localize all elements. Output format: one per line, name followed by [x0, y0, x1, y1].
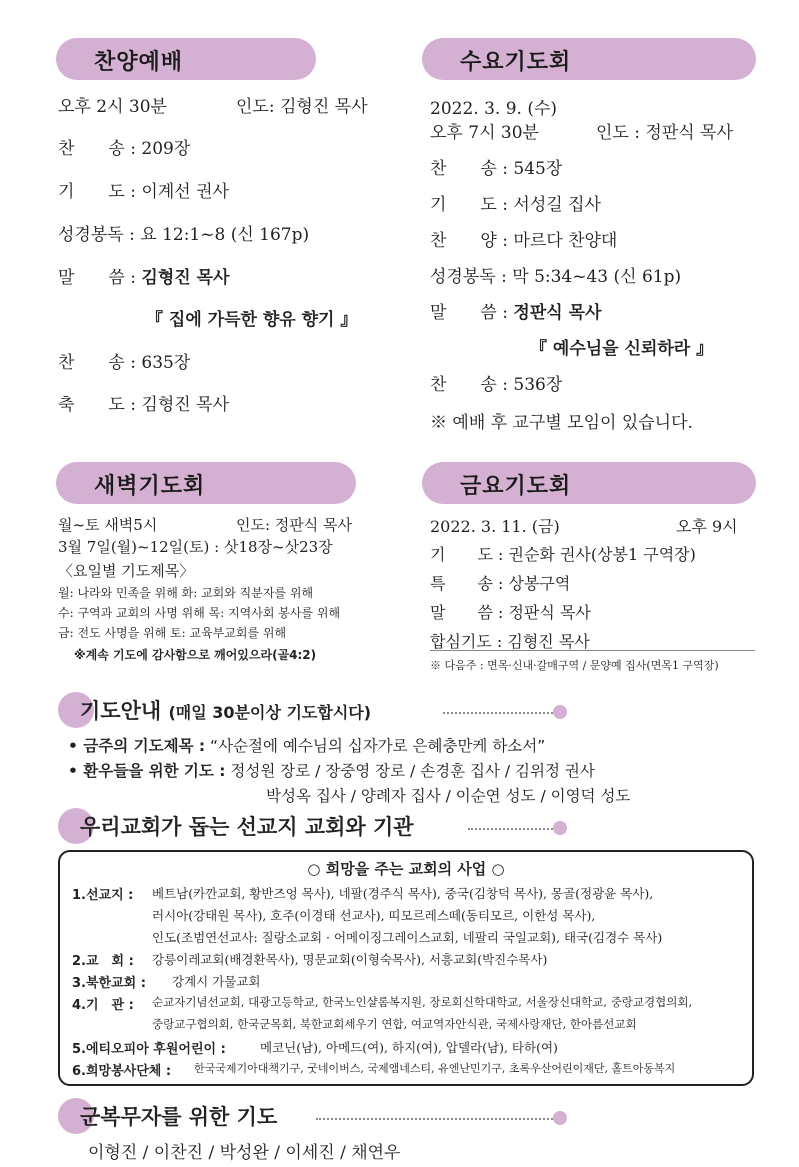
- dawn-range: 3월 7일(월)~12일(토) : 삿18장~삿23장: [58, 538, 333, 556]
- order-label: 합심기도: [430, 632, 492, 651]
- section-header-missions: [58, 808, 758, 844]
- mission-label: 4.기 관 :: [72, 998, 134, 1013]
- mission-line: 중랑교구협의회, 한국군목회, 북한교회세우기 연합, 여교역자안식관, 국제사랑재단, 한아름선교회: [152, 1017, 637, 1031]
- order-item: 말 씀 : 김형진 목사: [58, 268, 230, 288]
- section-title: 금요기도회: [460, 474, 572, 499]
- order-item: 찬 송 : 209장: [58, 139, 191, 159]
- sermon-title: [146, 305, 357, 330]
- dawn-leader: 인도: 정판식 목사: [236, 516, 353, 534]
- order-item: 기 도 : 서성길 집사: [430, 195, 601, 215]
- order-item: 성경봉독 : 막 5:34~43 (신 61p): [430, 267, 682, 287]
- order-value: 막 5:34~43 (신 61p): [512, 267, 682, 287]
- service-leader: 인도: 김형진 목사: [236, 97, 368, 117]
- dawn-days: 월~토 새벽5시: [58, 516, 158, 534]
- section-title: 우리교회가 돕는 선교지 교회와 기관: [80, 815, 414, 839]
- order-label: 성경봉독: [58, 225, 124, 245]
- section-header-military: [58, 1098, 758, 1134]
- prayer-title: 기도안내: [80, 699, 162, 723]
- order-value: 545장: [513, 159, 563, 179]
- mission-row: [72, 1038, 226, 1057]
- order-item: 말 씀 : 정판식 목사: [430, 603, 591, 622]
- mission-label: 5.에티오피아 후원어린이 :: [72, 1042, 226, 1057]
- order-label: 기 도: [430, 545, 493, 564]
- weekly-prayer: [68, 734, 545, 756]
- missions-box: [58, 850, 754, 1086]
- order-item: 찬 송 : 536장: [430, 375, 563, 395]
- dawn-topic: 금: 전도 사명을 위해 토: 교육부교회를 위해: [58, 626, 287, 640]
- friday-divider: [430, 650, 755, 651]
- mission-line: 순교자기념선교회, 대광고등학교, 한국노인샬롬복지원, 장로회신학대학교, 서울장신대학교, 중랑교경협의회,: [152, 995, 693, 1009]
- order-item: 찬 송 : 635장: [58, 353, 191, 373]
- order-item: 기 도 : 권순화 권사(상봉1 구역장): [430, 545, 696, 564]
- section-title: 수요기도회: [460, 50, 572, 75]
- order-label: 말 씀: [430, 603, 493, 622]
- order-label: 찬 송: [430, 375, 497, 395]
- order-label: 특 송: [430, 574, 493, 593]
- prayer-subtitle: (매일 30분이상 기도합시다): [168, 703, 372, 722]
- order-value: 김형진 목사: [507, 632, 590, 651]
- leader-end-dot: [553, 821, 567, 835]
- mission-line: 한국국제기아대책기구, 굿네이버스, 국제앰네스티, 유엔난민기구, 초록우산어린이재단, 홀트아동복지: [194, 1062, 676, 1075]
- order-label: 말 씀: [58, 268, 125, 288]
- service-time: 오후 9시: [676, 517, 738, 536]
- service-date: 2022. 3. 11. (금): [430, 517, 560, 536]
- dotted-leader: [468, 828, 553, 830]
- section-header-sunday: [56, 38, 316, 80]
- sermon-title-text: 『 예수님을 신뢰하라 』: [530, 339, 714, 359]
- order-item: 특 송 : 상봉구역: [430, 574, 571, 593]
- order-item: 말 씀 : 정판식 목사: [430, 303, 602, 323]
- order-label: 찬 양: [430, 231, 497, 251]
- order-value: 서성길 집사: [513, 195, 601, 215]
- dawn-topic: 수: 구역과 교회의 사명 위해 목: 지역사회 봉사를 위해: [58, 606, 341, 620]
- order-value: 209장: [141, 139, 191, 159]
- order-item: 축 도 : 김형진 목사: [58, 395, 229, 415]
- mission-label: 2.교 회 :: [72, 954, 134, 969]
- service-leader: 인도 : 정판식 목사: [596, 123, 733, 143]
- wednesday-note: ※ 예배 후 교구별 모임이 있습니다.: [430, 413, 693, 433]
- order-label: 찬 송: [58, 139, 125, 159]
- order-value: 정판식 목사: [508, 603, 591, 622]
- order-value: 김형진 목사: [141, 395, 229, 415]
- leader-end-dot: [553, 705, 567, 719]
- mission-line: 베트남(카깐교회, 황반즈엉 목사), 네팔(경주식 목사), 중국(김창덕 목사), 몽골(정광윤 목사),: [152, 886, 654, 901]
- mission-label: 6.희망봉사단체 :: [72, 1064, 172, 1079]
- weekly-value: “사순절에 예수님의 십자가로 은혜충만케 하소서”: [210, 737, 546, 755]
- order-item: 기 도 : 이계선 권사: [58, 182, 229, 202]
- military-names: 이형진 / 이찬진 / 박성완 / 이세진 / 채연우: [88, 1143, 401, 1163]
- order-value: 요 12:1~8 (신 167p): [140, 225, 310, 245]
- dotted-leader: [316, 1118, 553, 1120]
- service-time: 오후 7시 30분: [430, 123, 539, 143]
- section-title: 군복무자를 위한 기도: [80, 1105, 278, 1129]
- mission-row: [72, 950, 134, 969]
- order-value: 이계선 권사: [141, 182, 229, 202]
- order-label: 찬 송: [430, 159, 497, 179]
- section-header-wednesday: [422, 38, 756, 80]
- order-label: 기 도: [58, 182, 125, 202]
- mission-label: 1.선교지 :: [72, 888, 134, 903]
- section-header-friday: [422, 462, 756, 504]
- dawn-topics-subtitle: 〈요일별 기도제목〉: [58, 562, 195, 580]
- patients-prayer: [68, 759, 595, 781]
- mission-line: 메코닌(남), 아메드(여), 하지(여), 압델라(남), 타하(여): [260, 1040, 558, 1055]
- order-label: 성경봉독: [430, 267, 496, 287]
- patients-value: 정성원 장로 / 장중영 장로 / 손경훈 집사 / 김위정 권사: [230, 762, 595, 780]
- order-value: 정판식 목사: [513, 303, 602, 323]
- mission-line: 인도(조범연선교사: 질랑소교회 · 어메이징그레이스교회, 네팔리 국일교회), 태국(김경수 목사): [152, 930, 663, 945]
- order-value: 536장: [513, 375, 563, 395]
- service-time: 오후 2시 30분: [58, 97, 167, 117]
- friday-note: ※ 다음주 : 면목·신내·갈매구역 / 문양예 집사(면목1 구역장): [430, 659, 719, 672]
- mission-row: [72, 884, 133, 903]
- order-value: 상봉구역: [508, 574, 571, 593]
- order-item: 찬 송 : 545장: [430, 159, 563, 179]
- dawn-topic: 월: 나라와 민족을 위해 화: 교회와 직분자를 위해: [58, 586, 314, 600]
- patients-line2: 박성옥 집사 / 양례자 집사 / 이순연 성도 / 이영덕 성도: [266, 787, 631, 805]
- dotted-leader: [443, 712, 553, 714]
- order-label: 축 도: [58, 395, 125, 415]
- order-value: 권순화 권사(상봉1 구역장): [508, 545, 696, 564]
- mission-row: [72, 1060, 171, 1079]
- service-date: 2022. 3. 9. (수): [430, 99, 558, 119]
- mission-line: 강계시 가물교회: [172, 974, 261, 989]
- order-item: 찬 양 : 마르다 찬양대: [430, 231, 618, 251]
- leader-end-dot: [553, 1111, 567, 1125]
- sermon-title-text: 『 집에 가득한 향유 향기 』: [146, 310, 358, 330]
- patients-label: • 환우들을 위한 기도 :: [68, 762, 226, 780]
- section-header-dawn: [56, 462, 356, 504]
- section-title: 새벽기도회: [94, 474, 206, 499]
- section-title: [80, 695, 371, 725]
- order-item: 성경봉독 : 요 12:1~8 (신 167p): [58, 225, 310, 245]
- mission-line: 러시아(강태원 목사), 호주(이경태 선교사), 띠모르레스떼(동티모르, 이한성 목사),: [152, 908, 596, 923]
- mission-label: 3.북한교회 :: [72, 976, 146, 991]
- weekly-label: • 금주의 기도제목 :: [68, 737, 206, 755]
- order-item: 합심기도 : 김형진 목사: [430, 632, 590, 651]
- mission-line: 강릉이레교회(배경환목사), 명문교회(이형숙목사), 서흥교회(박진수목사): [152, 952, 548, 967]
- sermon-title: [530, 334, 713, 359]
- mission-row: [72, 972, 146, 991]
- order-value: 마르다 찬양대: [513, 231, 618, 251]
- order-label: 말 씀: [430, 303, 497, 323]
- order-value: 김형진 목사: [141, 268, 230, 288]
- section-header-prayer: [58, 692, 758, 728]
- order-label: 찬 송: [58, 353, 125, 373]
- mission-row: [72, 994, 134, 1013]
- missions-box-title: ○ 희망을 주는 교회의 사업 ○: [307, 860, 505, 878]
- order-label: 기 도: [430, 195, 497, 215]
- order-value: 635장: [141, 353, 191, 373]
- section-title: 찬양예배: [94, 50, 184, 75]
- dawn-verse: ※계속 기도에 감사함으로 깨어있으라(골4:2): [74, 648, 317, 662]
